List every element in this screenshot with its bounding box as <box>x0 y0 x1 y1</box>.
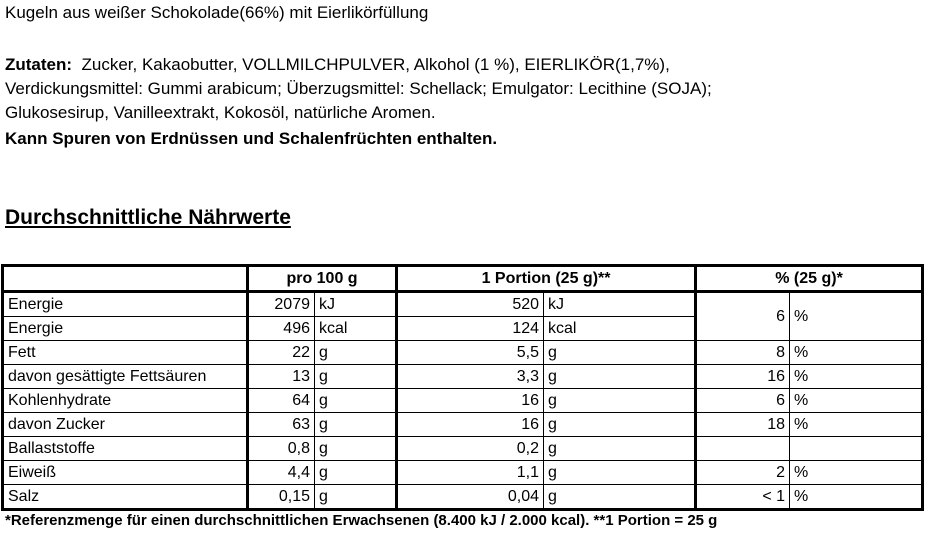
percent-ri-value: 8 <box>696 341 790 365</box>
unit-per-portion: g <box>544 461 696 485</box>
value-per-100g: 0,15 <box>248 485 315 510</box>
percent-ri-unit: % <box>790 461 923 485</box>
percent-ri-unit: % <box>790 341 923 365</box>
value-per-100g: 22 <box>248 341 315 365</box>
nutrition-row <box>3 292 923 317</box>
ingredients-label: Zutaten: <box>5 55 73 74</box>
unit-per-portion: g <box>544 341 696 365</box>
percent-ri-value <box>696 437 790 461</box>
unit-per-100g: g <box>315 389 397 413</box>
value-per-portion: 16 <box>397 413 544 437</box>
value-per-100g: 13 <box>248 365 315 389</box>
nutrition-row <box>3 341 923 365</box>
nutrient-name: davon gesättigte Fettsäuren <box>3 365 248 389</box>
value-per-100g: 2079 <box>248 292 315 317</box>
ingredients-text-1: Zucker, Kakaobutter, VOLLMILCHPULVER, Alkohol (1 %), EIERLIKÖR(1,7%), <box>72 55 670 74</box>
nutrition-row <box>3 485 923 510</box>
unit-per-100g: g <box>315 365 397 389</box>
nutrient-name: Energie <box>3 317 248 341</box>
value-per-100g: 0,8 <box>248 437 315 461</box>
unit-per-portion: g <box>544 485 696 510</box>
header-percent-ri: % (25 g)* <box>696 266 923 292</box>
unit-per-portion: g <box>544 365 696 389</box>
nutrient-name: Ballaststoffe <box>3 437 248 461</box>
value-per-100g: 4,4 <box>248 461 315 485</box>
ingredients-line-2: Verdickungsmittel: Gummi arabicum; Überzugsmittel: Schellack; Emulgator: Lecithine (SOJA); <box>5 79 712 98</box>
unit-per-100g: g <box>315 413 397 437</box>
nutrition-heading: Durchschnittliche Nährwerte <box>5 206 291 229</box>
nutrient-name: Eiweiß <box>3 461 248 485</box>
unit-per-100g: kJ <box>315 292 397 317</box>
unit-per-100g: g <box>315 437 397 461</box>
nutrient-name: Fett <box>3 341 248 365</box>
product-title: Kugeln aus weißer Schokolade(66%) mit Eierlikörfüllung <box>5 3 429 22</box>
percent-ri-unit: % <box>790 413 923 437</box>
percent-ri-unit: % <box>790 389 923 413</box>
unit-per-portion: kcal <box>544 317 696 341</box>
unit-per-100g: kcal <box>315 317 397 341</box>
nutrition-table <box>1 264 924 511</box>
percent-ri-unit <box>790 437 923 461</box>
unit-per-100g: g <box>315 485 397 510</box>
value-per-portion: 16 <box>397 389 544 413</box>
value-per-portion: 0,2 <box>397 437 544 461</box>
nutrition-row <box>3 365 923 389</box>
percent-ri-value: 6 <box>696 292 790 341</box>
ingredients-line-3: Glukosesirup, Vanilleextrakt, Kokosöl, natürliche Aromen. <box>5 103 436 122</box>
percent-ri-unit: % <box>790 292 923 341</box>
value-per-portion: 520 <box>397 292 544 317</box>
value-per-portion: 5,5 <box>397 341 544 365</box>
value-per-portion: 1,1 <box>397 461 544 485</box>
percent-ri-value: 16 <box>696 365 790 389</box>
percent-ri-value: 18 <box>696 413 790 437</box>
ingredients-line-1 <box>5 54 670 76</box>
value-per-100g: 63 <box>248 413 315 437</box>
footnote: *Referenzmenge für einen durchschnittlichen Erwachsenen (8.400 kJ / 2.000 kcal). **1 Portion = 25 g <box>5 512 718 529</box>
nutrition-row <box>3 437 923 461</box>
nutrient-name: davon Zucker <box>3 413 248 437</box>
value-per-100g: 64 <box>248 389 315 413</box>
value-per-portion: 3,3 <box>397 365 544 389</box>
unit-per-portion: g <box>544 413 696 437</box>
nutrition-row <box>3 413 923 437</box>
unit-per-portion: g <box>544 437 696 461</box>
header-nutrient <box>3 266 248 292</box>
header-per-100g: pro 100 g <box>248 266 397 292</box>
percent-ri-value: 2 <box>696 461 790 485</box>
value-per-100g: 496 <box>248 317 315 341</box>
unit-per-100g: g <box>315 461 397 485</box>
percent-ri-value: < 1 <box>696 485 790 510</box>
unit-per-100g: g <box>315 341 397 365</box>
nutrition-row <box>3 461 923 485</box>
value-per-portion: 0,04 <box>397 485 544 510</box>
unit-per-portion: kJ <box>544 292 696 317</box>
nutrient-name: Kohlenhydrate <box>3 389 248 413</box>
percent-ri-value: 6 <box>696 389 790 413</box>
percent-ri-unit: % <box>790 485 923 510</box>
nutrition-row <box>3 389 923 413</box>
allergen-note: Kann Spuren von Erdnüssen und Schalenfrüchten enthalten. <box>5 129 498 148</box>
header-per-portion: 1 Portion (25 g)** <box>397 266 696 292</box>
nutrient-name: Energie <box>3 292 248 317</box>
nutrient-name: Salz <box>3 485 248 510</box>
nutrition-header-row <box>3 266 923 292</box>
value-per-portion: 124 <box>397 317 544 341</box>
percent-ri-unit: % <box>790 365 923 389</box>
unit-per-portion: g <box>544 389 696 413</box>
